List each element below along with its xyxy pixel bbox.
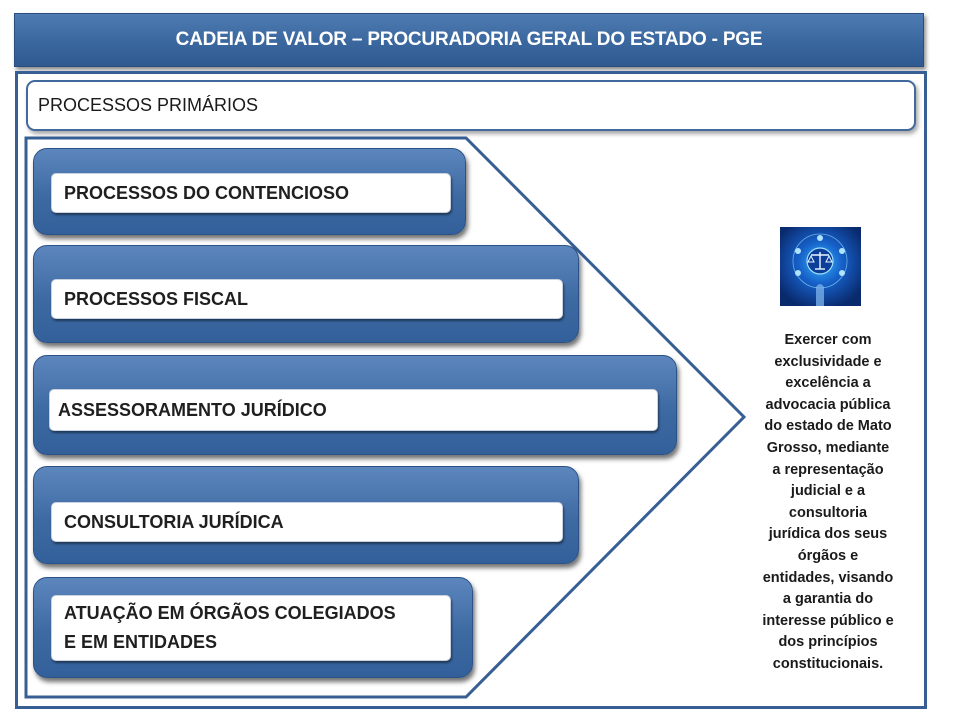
mission-line: constitucionais.: [772, 655, 884, 672]
mission-line: judicial e a: [790, 483, 866, 500]
process-box-fiscal: [33, 245, 579, 343]
mission-line: órgãos e: [797, 547, 859, 564]
process-label-box: [51, 595, 451, 661]
mission-line: interesse público e: [762, 612, 894, 629]
process-label-box: [51, 173, 451, 213]
process-box-colegiados: [33, 577, 473, 678]
process-box-assessoramento: [33, 355, 677, 455]
mission-line: a garantia do: [782, 591, 874, 608]
process-label-box: [51, 502, 563, 542]
process-label-consultoria: CONSULTORIA JURÍDICA: [64, 511, 284, 532]
process-label-fiscal: PROCESSOS FISCAL: [64, 288, 249, 309]
mission-line: jurídica dos seus: [768, 526, 888, 543]
mission-line: a representação: [772, 461, 884, 478]
mission-line: Exercer com: [784, 332, 872, 348]
mission-line: consultoria: [788, 504, 868, 521]
mission-line: excelência a: [785, 375, 871, 392]
process-label-colegiados-line1: ATUAÇÃO EM ÓRGÃOS COLEGIADOS: [64, 603, 396, 623]
page-title: CADEIA DE VALOR – PROCURADORIA GERAL DO ESTADO - PGE: [14, 13, 924, 67]
mission-line: do estado de Mato: [764, 418, 892, 435]
mission-line: advocacia pública: [765, 396, 891, 413]
process-label-assessoramento: ASSESSORAMENTO JURÍDICO: [58, 399, 327, 420]
mission-line: Grosso, mediante: [766, 439, 890, 456]
primary-processes-label: PROCESSOS PRIMÁRIOS: [38, 95, 259, 115]
mission-statement: [748, 330, 908, 676]
mission-line: exclusividade e: [774, 353, 882, 370]
process-label-box: [49, 389, 658, 431]
process-label-contencioso: PROCESSOS DO CONTENCIOSO: [64, 182, 350, 203]
mission-line: dos princípios: [778, 634, 878, 651]
process-label-box: [51, 279, 563, 319]
mission-line: entidades, visando: [762, 569, 894, 586]
justice-scale-icon: [780, 227, 861, 306]
process-box-consultoria: [33, 466, 579, 564]
process-label-colegiados-line2: E EM ENTIDADES: [64, 632, 218, 652]
process-box-contencioso: [33, 148, 466, 235]
